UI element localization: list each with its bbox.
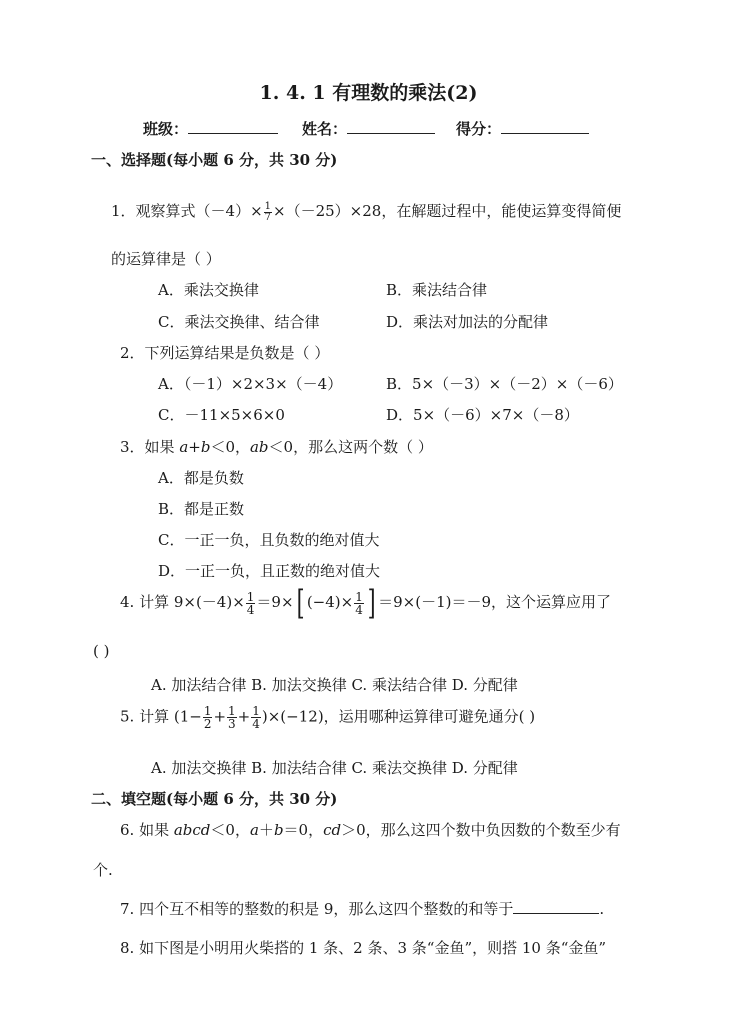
page-title: 1. 4. 1 有理数的乘法(2) <box>259 82 478 104</box>
q2-option-c[interactable]: C．－11×5×6×0 <box>158 406 285 424</box>
q4-frac2-num: 1 <box>355 589 363 604</box>
q6-p4: ＝0， <box>283 821 324 839</box>
q5-f2-num: 1 <box>228 704 236 718</box>
q2-option-b[interactable]: B．5×（－3）×（－2）×（－6） <box>386 375 623 393</box>
score-field <box>456 118 589 139</box>
question-4-line1 <box>120 583 612 623</box>
q3-pre: 3．如果 <box>120 438 180 456</box>
q4-fraction-2 <box>354 591 364 616</box>
q5-f3-num: 1 <box>252 704 260 718</box>
question-6-line1 <box>120 819 621 840</box>
q4-frac1-den: 4 <box>246 602 255 617</box>
q6-p2: ＜0， <box>210 821 250 839</box>
q3-post: ＜0，那么这两个数（ ） <box>268 438 433 456</box>
q7-answer-blank[interactable] <box>513 899 599 914</box>
q5-fraction-2 <box>227 705 237 730</box>
question-4-line2: ( ) <box>93 642 110 660</box>
q6-p1: 6. 如果 <box>120 821 174 839</box>
q5-f1-num: 1 <box>203 704 212 718</box>
q3-option-d[interactable]: D．一正一负，且正数的绝对值大 <box>158 562 381 580</box>
q1-option-c[interactable]: C．乘法交换律、结合律 <box>158 313 320 331</box>
q5-plus1: + <box>213 707 227 726</box>
question-2: 2．下列运算结果是负数是（ ） <box>120 344 330 362</box>
q1-option-d[interactable]: D．乘法对加法的分配律 <box>386 313 549 331</box>
q7-end: . <box>599 900 605 918</box>
q5-f1-den: 2 <box>203 717 212 731</box>
q5-fraction-3 <box>251 705 261 730</box>
class-label: 班级： <box>143 120 189 138</box>
q2-option-a[interactable]: A．（－1）×2×3×（－4） <box>158 375 343 393</box>
class-blank[interactable] <box>188 119 278 134</box>
q6-p3: ＋ <box>258 821 274 839</box>
name-blank[interactable] <box>347 119 435 134</box>
q6-v4: cd <box>323 821 342 839</box>
q5-part1: 5. 计算 (1− <box>120 707 202 726</box>
q5-f3-den: 4 <box>252 717 260 731</box>
class-field <box>143 118 278 139</box>
question-7 <box>120 898 604 919</box>
name-label: 姓名： <box>302 120 348 138</box>
q1-frac-num: 1 <box>264 200 272 212</box>
q7-text: 7. 四个互不相等的整数的积是 9，那么这四个整数的和等于 <box>120 900 514 918</box>
q3-option-c[interactable]: C．一正一负，且负数的绝对值大 <box>158 531 380 549</box>
q4-part3: ＝9×(－1)＝－9，这个运算应用了 <box>378 593 612 611</box>
q2-option-d[interactable]: D．5×（－6）×7×（－8） <box>386 406 579 424</box>
q6-v2: a <box>249 821 259 839</box>
q3-option-a[interactable]: A．都是负数 <box>158 469 244 487</box>
question-1-line1 <box>111 200 621 223</box>
q4-options[interactable]: A. 加法结合律 B. 加法交换律 C. 乘法结合律 D. 分配律 <box>151 676 518 694</box>
q6-v3: b <box>273 821 284 839</box>
q1-text-part2: ×（－25）×28，在解题过程中，能使运算变得简便 <box>273 202 622 220</box>
question-1-line2: 的运算律是（ ） <box>111 250 221 268</box>
q6-p5: ＞0，那么这四个数中负因数的个数至少有 <box>341 821 621 839</box>
q1-option-b[interactable]: B．乘法结合律 <box>386 281 488 299</box>
q1-text-part1: 1．观察算式（－4）× <box>111 202 263 220</box>
section1-heading: 一、选择题(每小题 6 分，共 30 分) <box>91 151 338 169</box>
q5-fraction-1 <box>203 705 213 730</box>
q4-part2: ＝9× <box>256 593 294 611</box>
q3-mid: ＜0， <box>210 438 250 456</box>
q5-plus2: + <box>237 707 251 726</box>
question-3 <box>120 436 433 457</box>
q3-cond2: ab <box>249 438 269 456</box>
q4-frac2-den: 4 <box>355 602 363 617</box>
question-5 <box>120 705 535 730</box>
q6-v1: abcd <box>173 821 211 839</box>
q4-left-bracket: [ <box>296 583 305 623</box>
score-label: 得分： <box>456 120 502 138</box>
q5-options[interactable]: A. 加法交换律 B. 加法结合律 C. 乘法交换律 D. 分配律 <box>151 759 518 777</box>
q5-part2: )×(−12)，运用哪种运算律可避免通分( ) <box>261 707 536 726</box>
q4-frac1-num: 1 <box>246 589 255 604</box>
q4-inner: (−4)× <box>306 593 354 611</box>
score-blank[interactable] <box>501 119 589 134</box>
q4-part1: 4. 计算 9×(－4)× <box>120 593 245 611</box>
question-6-line2: 个. <box>93 861 113 879</box>
q1-option-a[interactable]: A．乘法交换律 <box>158 281 259 299</box>
q5-f2-den: 3 <box>228 717 236 731</box>
name-field <box>302 118 435 139</box>
q4-right-bracket: ] <box>367 583 376 623</box>
q1-frac-den: 7 <box>264 211 272 223</box>
q3-cond1: a+b <box>179 438 211 456</box>
q4-fraction-1 <box>246 591 256 616</box>
question-8: 8. 如下图是小明用火柴搭的 1 条、2 条、3 条“金鱼”，则搭 10 条“金鱼” <box>120 939 607 957</box>
section2-heading: 二、填空题(每小题 6 分，共 30 分) <box>91 790 338 808</box>
q1-fraction <box>264 202 272 223</box>
q3-option-b[interactable]: B．都是正数 <box>158 500 245 518</box>
